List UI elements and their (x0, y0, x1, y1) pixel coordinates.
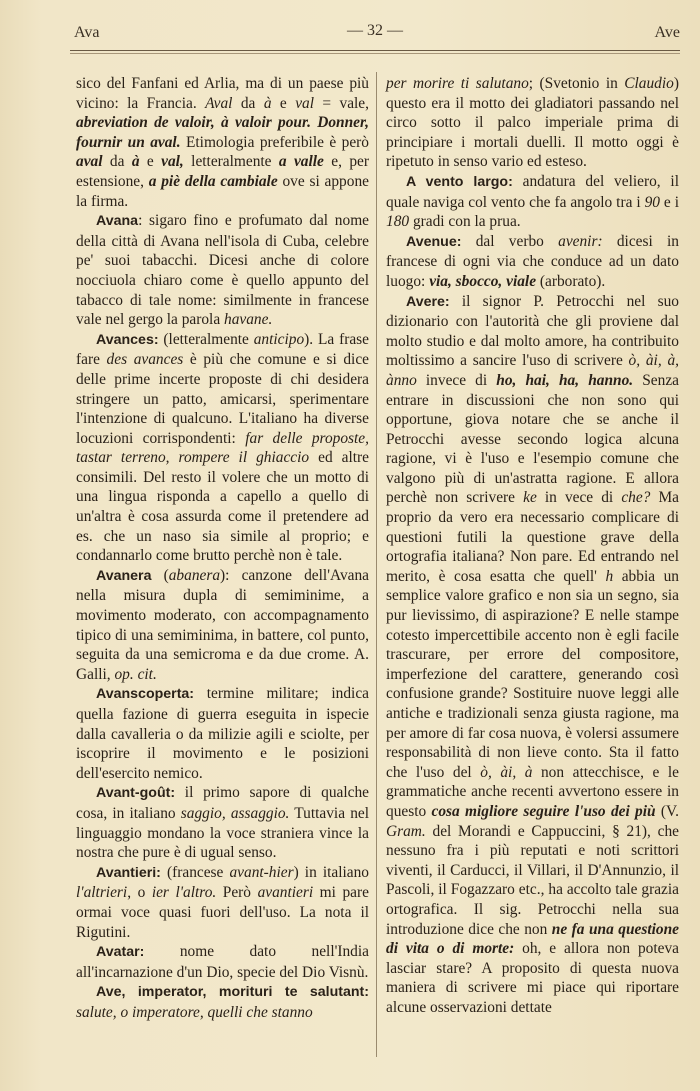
entry-avana: Avana: sigaro fino e profumato dal nome della città di Avana nell'isola di Cuba, celebre pe' suoi tabacchi. Dicesi anche di colore nocciuola chiaro come è quello appunto del tabacco di tale nome: similmente in francese vale nel gergo la parola havane. (76, 212, 369, 329)
lemma: Avere: (406, 293, 450, 310)
lemma: Avanscoperta: (96, 686, 195, 703)
entry-avanera: Avanera (abanera): canzone dell'Avana nella misura dupla di semiminime, a movimento moderato, con accompagnamento tipico di una semiminima, in battere, col punto, seguita da una semicroma e da due crome. A. Galli, op. cit. (76, 566, 369, 683)
lemma: A vento largo: (406, 173, 513, 190)
column-divider (376, 72, 377, 1057)
entry-a-vento-largo: A vento largo: andatura del veliero, il quale naviga col vento che fa angolo tra i 90 e i 180 gradi con la prua. (386, 172, 679, 231)
entry-avanscoperta: Avanscoperta: termine militare; indica quella fazione di guerra eseguita in ispecie dalla cavalleria o da milizie agili e sciolte, per iscoprire il movimento e le posizioni dell'esercito nemico. (76, 685, 369, 782)
entry-avant-gout: Avant-goût: il primo sapore di qualche cosa, in italiano saggio, assaggio. Tuttavia nel linguaggio mondano la voce straniera vince la nostra che pure è di ugual senso. (76, 784, 369, 862)
entry-avantieri: Avantieri: (francese avant-hier) in italiano l'altrieri, o ier l'altro. Però avantieri mi pare ormai voce quasi fuori dell'uso. La nota il Rigutini. (76, 863, 369, 941)
lemma: Avana (96, 213, 139, 230)
lemma: Avantieri: (96, 864, 161, 881)
lemma: Avatar: (96, 944, 145, 961)
header-left-word: Ava (74, 24, 100, 41)
left-column (76, 74, 369, 1023)
entry-avatar: Avatar: nome dato nell'India all'incarnazione d'un Dio, specie del Dio Visnù. (76, 943, 369, 981)
entry-ave-imperator-continuation: per morire ti salutano; (Svetonio in Claudio) questo era il motto dei gladiatori passando nel circo sotto il palco imperiale prima di principiare i mortali duelli. Il motto oggi è ripetuto in senso vario ed esteso. (386, 75, 679, 171)
header-rule-secondary (70, 53, 680, 54)
running-header (70, 20, 680, 46)
lemma: Avances: (96, 331, 159, 348)
entry-avenue: Avenue: dal verbo avenir: dicesi in francese di ogni via che conduce ad un dato luogo: via, sbocco, viale (arborato). (386, 232, 679, 290)
header-rule (70, 50, 680, 51)
entry-ave-imperator: Ave, imperator, morituri te salutant: salute, o imperatore, quelli che stanno (76, 984, 369, 1021)
header-right-word: Ave (654, 24, 680, 41)
entry-avances: Avances: (letteralmente anticipo). La frase fare des avances è più che comune e si dice delle prime incerte proposte di chi desidera stringere un patto, amicarsi, sperimentare l'intenzione di qualcuno. L'italiano ha diverse locuzioni corrispondenti: far delle proposte, tastar terreno, rompere il ghiaccio ed altre consimili. Del resto il volere che un motto di una lingua risponda a capello a quello di un'altra è cosa assurda come il pretendere ad es. che un naso sia simile al proprio; e condannarlo come brutto perchè non è tale. (76, 330, 369, 565)
lemma: Ave, imperator, morituri te salutant: (96, 984, 369, 1001)
lemma: Avenue: (406, 233, 462, 250)
lemma: Avant-goût: (96, 785, 176, 802)
lemma: Avanera (96, 567, 152, 584)
entry-avere: Avere: il signor P. Petrocchi nel suo dizionario con l'autorità che gli proviene dal molto studio e dal molto amore, ha contribuito moltissimo a sancire l'uso di scrivere ò, ài, à, ànno invece di ho, hai, ha, hanno. Senza entrare in discussioni che non sono qui opportune, giova notare che se anche il Petrocchi avesse secondo logica alcuna ragione, vi è l'uso e l'esempio comune che valgono più di un'astratta ragione. E allora perchè non scrivere ke in vece di che? Ma proprio da vero era necessario complicare di questioni futili la questione grave della ortografia italiana? Non pare. Ed entrando nel merito, è cosa esatta che quell' h abbia un semplice valore grafico e non sia un segno, sia pur lievissimo, di aspirazione? E nelle stampe cotesto impercettibile accento non è egli facile trascurare, per errore del compositore, imperfezione del carattere, generando così confusione grande? Sostituire nuove leggi alle antiche e tradizionali senza giusta ragione, ma per amore di far cosa nuova, è volersi assumere responsabilità di non lieve conto. Sta il fatto che l'uso del ò, ài, à non attecchisce, e le grammatiche anche recenti avvertono essere in questo cosa migliore seguire l'uso dei più (V. Gram. del Morandi e Cappuccini, § 21), che nessuno fra i più reputati e noti scrittori viventi, il Carducci, il Villari, il D'Annunzio, il Pascoli, il Fogazzaro etc., ha accolto tale grazia ortografica. Il sig. Petrocchi nella sua introduzione dice che non ne fa una questione di vita o di morte: oh, e allora non poteva lasciar stare? A proposito di questa nuova maniera di scrivere mi piace qui riportare alcune osservazioni dettate (386, 292, 680, 1016)
page-number: — 32 — (347, 22, 403, 39)
entry-aval-continuation: sico del Fanfani ed Arlia, ma di un paese più vicino: la Francia. Aval da à e val = vale, abreviation de valoir, à valoir pour. Donner, fournir un aval. Etimologia preferibile è però aval da à e val, letteralmente a valle e, per estensione, a piè della cambiale ove si appone la firma. (76, 75, 369, 210)
right-column (386, 74, 679, 1018)
